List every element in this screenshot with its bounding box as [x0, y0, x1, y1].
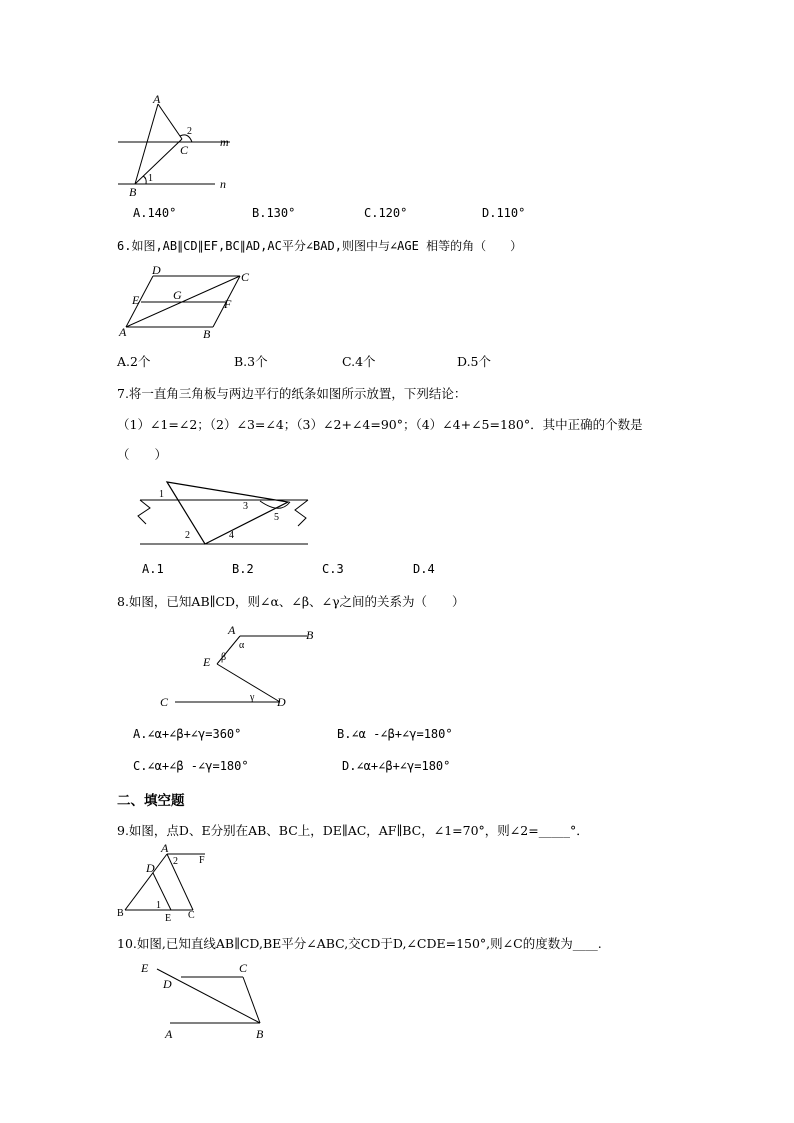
q9-figure [115, 842, 215, 922]
q6-option-c: C.4个 [342, 354, 376, 369]
q6-label-E: E [132, 293, 140, 307]
q7-option-c: C.3 [322, 562, 344, 576]
q8-label-D: D [277, 695, 286, 709]
q5-label-n: n [220, 177, 226, 191]
q8-stem: 8.如图，已知AB∥CD，则∠α、∠β、∠γ之间的关系为（ ） [117, 594, 465, 609]
q7-option-d: D.4 [413, 562, 435, 576]
q10-label-C: C [239, 961, 248, 975]
q6-label-C: C [241, 270, 250, 284]
q6-label-A: A [119, 325, 127, 339]
q8-label-beta: β [221, 652, 227, 663]
q7-conditions: （1）∠1=∠2；（2）∠3=∠4；（3）∠2+∠4=90°；（4）∠4+∠5=180°．其中正确的个数是 [117, 417, 643, 432]
q5-label-A: A [153, 92, 161, 106]
section-title-fill-blank: 二、填空题 [117, 793, 185, 809]
q9-label-D: D [146, 861, 155, 875]
q10-label-B: B [256, 1027, 264, 1041]
q9-label-F: F [199, 855, 205, 866]
q8-label-gamma: γ [250, 692, 255, 703]
q5-label-m: m [220, 135, 229, 149]
q6-label-B: B [203, 327, 211, 341]
q7-label-4: 4 [229, 530, 234, 541]
q10-label-D: D [163, 977, 172, 991]
q7-label-1: 1 [159, 489, 164, 500]
q10-stem: 10.如图,已知直线AB∥CD,BE平分∠ABC,交CD于D,∠CDE=150°,则∠C的度数为____. [117, 936, 602, 951]
q7-stem: 7.将一直角三角板与两边平行的纸条如图所示放置，下列结论： [117, 386, 467, 401]
q7-label-3: 3 [243, 501, 248, 512]
q9-label-1: 1 [156, 900, 161, 911]
q6-option-b: B.3个 [234, 354, 268, 369]
q6-figure [115, 262, 260, 344]
q9-label-2: 2 [173, 856, 178, 867]
q5-option-a: A.140° [133, 206, 177, 220]
q9-label-B: B [117, 908, 124, 919]
q6-label-D: D [152, 263, 161, 277]
q6-label-G: G [173, 288, 182, 302]
q10-label-E: E [141, 961, 149, 975]
q7-option-b: B.2 [232, 562, 254, 576]
q5-option-c: C.120° [364, 206, 408, 220]
q5-label-B: B [129, 185, 137, 199]
q8-label-B: B [306, 628, 314, 642]
q7-figure [130, 470, 315, 550]
q5-label-C: C [180, 143, 189, 157]
q8-label-E: E [203, 655, 211, 669]
q7-label-2: 2 [185, 530, 190, 541]
q8-option-c: C.∠α+∠β -∠γ=180° [133, 759, 249, 773]
q9-label-C: C [188, 910, 195, 921]
q8-label-A: A [228, 623, 236, 637]
q10-figure [135, 955, 285, 1045]
q5-label-1: 1 [148, 173, 153, 184]
q6-stem: 6.如图,AB∥CD∥EF,BC∥AD,AC平分∠BAD,则图中与∠AGE 相等的角（ ） [117, 239, 523, 253]
q7-paren: （ ） [117, 447, 168, 462]
q7-option-a: A.1 [142, 562, 164, 576]
q6-option-a: A.2个 [117, 354, 151, 369]
q8-option-b: B.∠α -∠β+∠γ=180° [337, 727, 453, 741]
q9-stem: 9.如图，点D、E分别在AB、BC上，DE∥AC，AF∥BC，∠1=70°，则∠2=_____°． [117, 823, 589, 838]
q7-label-5: 5 [274, 512, 279, 523]
q5-label-2: 2 [187, 126, 192, 137]
q9-label-E: E [165, 913, 172, 922]
q8-label-C: C [160, 695, 169, 709]
q5-option-b: B.130° [252, 206, 296, 220]
q10-label-A: A [165, 1027, 173, 1041]
q8-label-alpha: α [239, 640, 245, 651]
q6-label-F: F [224, 297, 232, 311]
q8-option-d: D.∠α+∠β+∠γ=180° [342, 759, 451, 773]
q8-option-a: A.∠α+∠β+∠γ=360° [133, 727, 242, 741]
q9-label-A: A [161, 842, 169, 855]
q6-option-d: D.5个 [457, 354, 492, 369]
q8-figure [155, 622, 330, 712]
q5-figure [110, 92, 250, 202]
q5-option-d: D.110° [482, 206, 526, 220]
